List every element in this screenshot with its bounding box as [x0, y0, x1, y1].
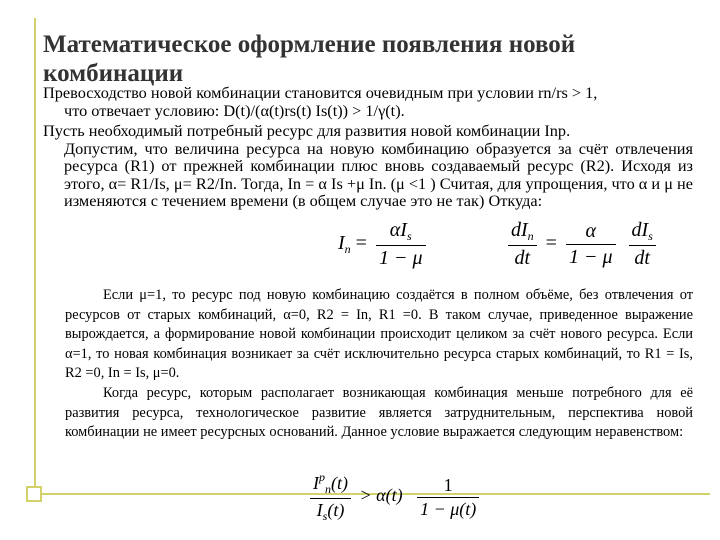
slide-title: Математическое оформление появления новой комбинации	[43, 31, 576, 87]
formula-2	[504, 219, 660, 270]
bullet-2-line-1: Пусть необходимый потребный ресурс для развития новой комбинации Inp.	[43, 121, 571, 140]
formula-3	[306, 470, 483, 524]
f2-eq: =	[545, 232, 557, 255]
f2-right-fraction: $\frac{dI_s}{dt}$	[629, 219, 656, 270]
corner-square	[26, 486, 42, 502]
f2-left-fraction: $\frac{dI_n}{dt}$	[508, 219, 537, 270]
f3-left-fraction: $\frac{I^p_n(t)}{I_s(t)}$	[310, 470, 351, 524]
f3-gt: > α(t)	[359, 485, 403, 506]
f1-eq: =	[355, 232, 367, 255]
paragraph-4: Когда ресурс, которым располагает возникающая комбинация меньше потребного для её развития ресурса, технологическое развитие является затруднительным, перспектива новой комбинации не имеет ресурсных оснований. Данное условие выражается следующим неравенством:	[65, 385, 693, 441]
paragraph-3: Если μ=1, то ресурс под новую комбинацию создаётся в полном объёме, без отвлечения от ресурсов от старых комбинаций, α=0, R2 = In, R1 =0. В таком случае, приведенное выражение вырождается, а формирование новой комбинации происходит целиком за счёт нового ресурса. Если α=1, то новая комбинация возникает за счёт исключительно ресурса старых комбинаций, то R1 = Is, R2 =0, In = Is, μ=0.	[65, 287, 693, 382]
formula-1	[338, 219, 430, 270]
bullet-1-line-2: что отвечает условию: D(t)/(α(t)rs(t) Is(t)) > 1/γ(t).	[64, 100, 405, 120]
f3-right-fraction: $\frac{1}{1 - \mu(t)}$	[417, 475, 479, 520]
left-vertical-rule	[34, 18, 36, 488]
bullet-2-rest: Допустим, что величина ресурса на новую комбинацию образуется за счёт отвлечения ресурса (R1) от прежней комбинации плюс вновь создаваемый ресурс (R2). Исходя из этого, α= R1/Is, μ= R2/In. Тогда, In = α Is +μ In. (μ <1 ) Считая, для упрощения, что α и μ не изменяются с течением времени (в общем случае это не так) Откуда:	[64, 138, 693, 210]
bullet-2	[43, 122, 693, 210]
f2-middle-fraction: $\frac{\alpha}{1 - \mu}$	[566, 220, 616, 269]
f1-lhs: $I_n$	[338, 232, 351, 257]
f1-fraction: $\frac{\alpha I_s}{1 - \mu}$	[376, 219, 426, 270]
bullet-1-line-1: Превосходство новой комбинации становится очевидным при условии rn/rs > 1,	[43, 83, 598, 102]
bullet-1	[43, 84, 693, 119]
